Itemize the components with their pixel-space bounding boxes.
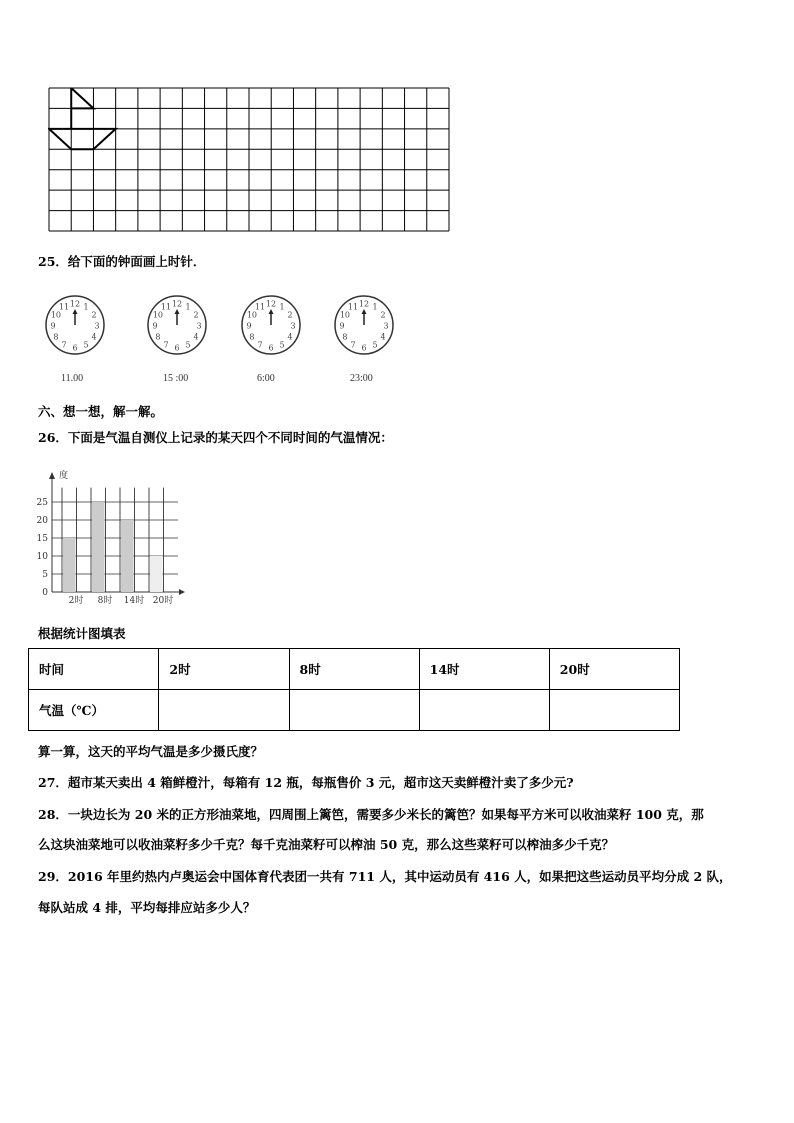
bar (92, 502, 105, 592)
x-tick-label: 8时 (97, 596, 113, 606)
y-tick-label: 5 (42, 570, 48, 580)
header-cell: 8时 (289, 649, 419, 690)
clock-number: 8 (53, 332, 59, 342)
clock-number: 4 (91, 332, 97, 342)
x-axis-arrow (179, 589, 185, 595)
clock-number: 12 (69, 299, 81, 309)
clock-number: 5 (372, 340, 378, 350)
clock-number: 2 (287, 310, 293, 320)
clock-face[interactable] (142, 290, 212, 360)
y-tick-label: 25 (36, 498, 48, 508)
clock-number: 10 (246, 310, 258, 320)
question-25: 25．给下面的钟面画上时针． (38, 254, 206, 269)
answer-cell[interactable] (289, 690, 419, 731)
clock-number: 1 (83, 302, 89, 312)
clock-number: 9 (50, 321, 56, 331)
clock-number: 12 (265, 299, 277, 309)
clock-number: 10 (339, 310, 351, 320)
clock-number: 7 (163, 340, 169, 350)
temperature-table (28, 648, 680, 731)
clock-number: 8 (249, 332, 255, 342)
clock-number: 1 (185, 302, 191, 312)
clock-number: 5 (279, 340, 285, 350)
clock-number: 3 (383, 321, 389, 331)
clock-number: 3 (290, 321, 296, 331)
header-cell: 2时 (159, 649, 289, 690)
clock-number: 8 (342, 332, 348, 342)
drawing-grid (48, 87, 452, 233)
clock-number: 11 (58, 302, 70, 312)
table-title: 根据统计图填表 (38, 626, 126, 641)
clock-number: 9 (246, 321, 252, 331)
question-29-line2: 每队站成 4 排，平均每排应站多少人？ (38, 900, 256, 915)
bar (121, 520, 134, 592)
question-28-line1: 28．一块边长为 20 米的正方形油菜地，四周围上篱笆，需要多少米长的篱笆？如果每平方米可以收油菜籽 100 克，那 (38, 807, 704, 822)
clock-number: 8 (155, 332, 161, 342)
clock-number: 12 (171, 299, 183, 309)
clock-time-label: 15 :00 (163, 373, 189, 384)
clock-number: 5 (83, 340, 89, 350)
bar (63, 538, 76, 592)
row-label: 气温（℃） (29, 690, 159, 731)
question-29-line1: 29．2016 年里约热内卢奥运会中国体育代表团一共有 711 人，其中运动员有 416 人，如果把这些运动员平均分成 2 队， (38, 869, 732, 884)
clock-number: 2 (193, 310, 199, 320)
clock-face[interactable] (329, 290, 399, 360)
clock-time-label: 23:00 (350, 373, 373, 384)
clock-number: 4 (287, 332, 293, 342)
clock-number: 9 (152, 321, 158, 331)
clock-number: 3 (94, 321, 100, 331)
x-tick-label: 14时 (123, 596, 145, 606)
clock-time-label: 6:00 (257, 373, 275, 384)
y-tick-label: 20 (36, 516, 48, 526)
clock-number: 12 (358, 299, 370, 309)
x-tick-label: 2时 (68, 596, 84, 606)
clock-number: 7 (257, 340, 263, 350)
clock-number: 7 (61, 340, 67, 350)
clock-number: 1 (279, 302, 285, 312)
clock-number: 4 (193, 332, 199, 342)
header-cell: 14时 (419, 649, 549, 690)
clock-number: 3 (196, 321, 202, 331)
table-row (29, 649, 680, 690)
header-cell: 20时 (549, 649, 679, 690)
question-26: 26．下面是气温自测仪上记录的某天四个不同时间的气温情况： (38, 430, 393, 445)
clock-number: 11 (347, 302, 359, 312)
clock-number: 6 (268, 343, 274, 353)
ship-hull (49, 129, 116, 149)
clock-number: 6 (174, 343, 180, 353)
clock-number: 6 (361, 343, 367, 353)
ship-sail (71, 88, 93, 108)
table-row (29, 690, 680, 731)
clock-number: 10 (50, 310, 62, 320)
answer-cell[interactable] (549, 690, 679, 731)
clock-number: 11 (254, 302, 266, 312)
y-tick-label: 0 (42, 588, 48, 598)
clock-number: 11 (160, 302, 172, 312)
question-27: 27．超市某天卖出 4 箱鲜橙汁，每箱有 12 瓶，每瓶售价 3 元，超市这天卖鲜橙汁卖了多少元? (38, 775, 574, 790)
clock-number: 10 (152, 310, 164, 320)
clock-time-label: 11.00 (61, 373, 84, 384)
temperature-chart (32, 462, 192, 608)
y-tick-label: 10 (36, 552, 48, 562)
answer-cell[interactable] (159, 690, 289, 731)
clock-number: 1 (372, 302, 378, 312)
answer-cell[interactable] (419, 690, 549, 731)
bar (150, 556, 163, 592)
clock-number: 5 (185, 340, 191, 350)
clock-face[interactable] (40, 290, 110, 360)
followup-question: 算一算，这天的平均气温是多少摄氏度？ (38, 744, 264, 759)
clock-number: 4 (380, 332, 386, 342)
question-28-line2: 么这块油菜地可以收油菜籽多少千克？每千克油菜籽可以榨油 50 克，那么这些菜籽可以榨油多少千克？ (38, 837, 615, 852)
y-axis-arrow (49, 472, 55, 479)
clock-number: 2 (91, 310, 97, 320)
clock-number: 2 (380, 310, 386, 320)
clock-number: 6 (72, 343, 78, 353)
clock-face[interactable] (236, 290, 306, 360)
y-axis-label: 度 (59, 471, 69, 481)
clock-number: 9 (339, 321, 345, 331)
x-tick-label: 20时 (152, 596, 174, 606)
clock-number: 7 (350, 340, 356, 350)
section-heading: 六、想一想，解一解。 (38, 404, 164, 419)
header-cell: 时间 (29, 649, 159, 690)
y-tick-label: 15 (36, 534, 48, 544)
